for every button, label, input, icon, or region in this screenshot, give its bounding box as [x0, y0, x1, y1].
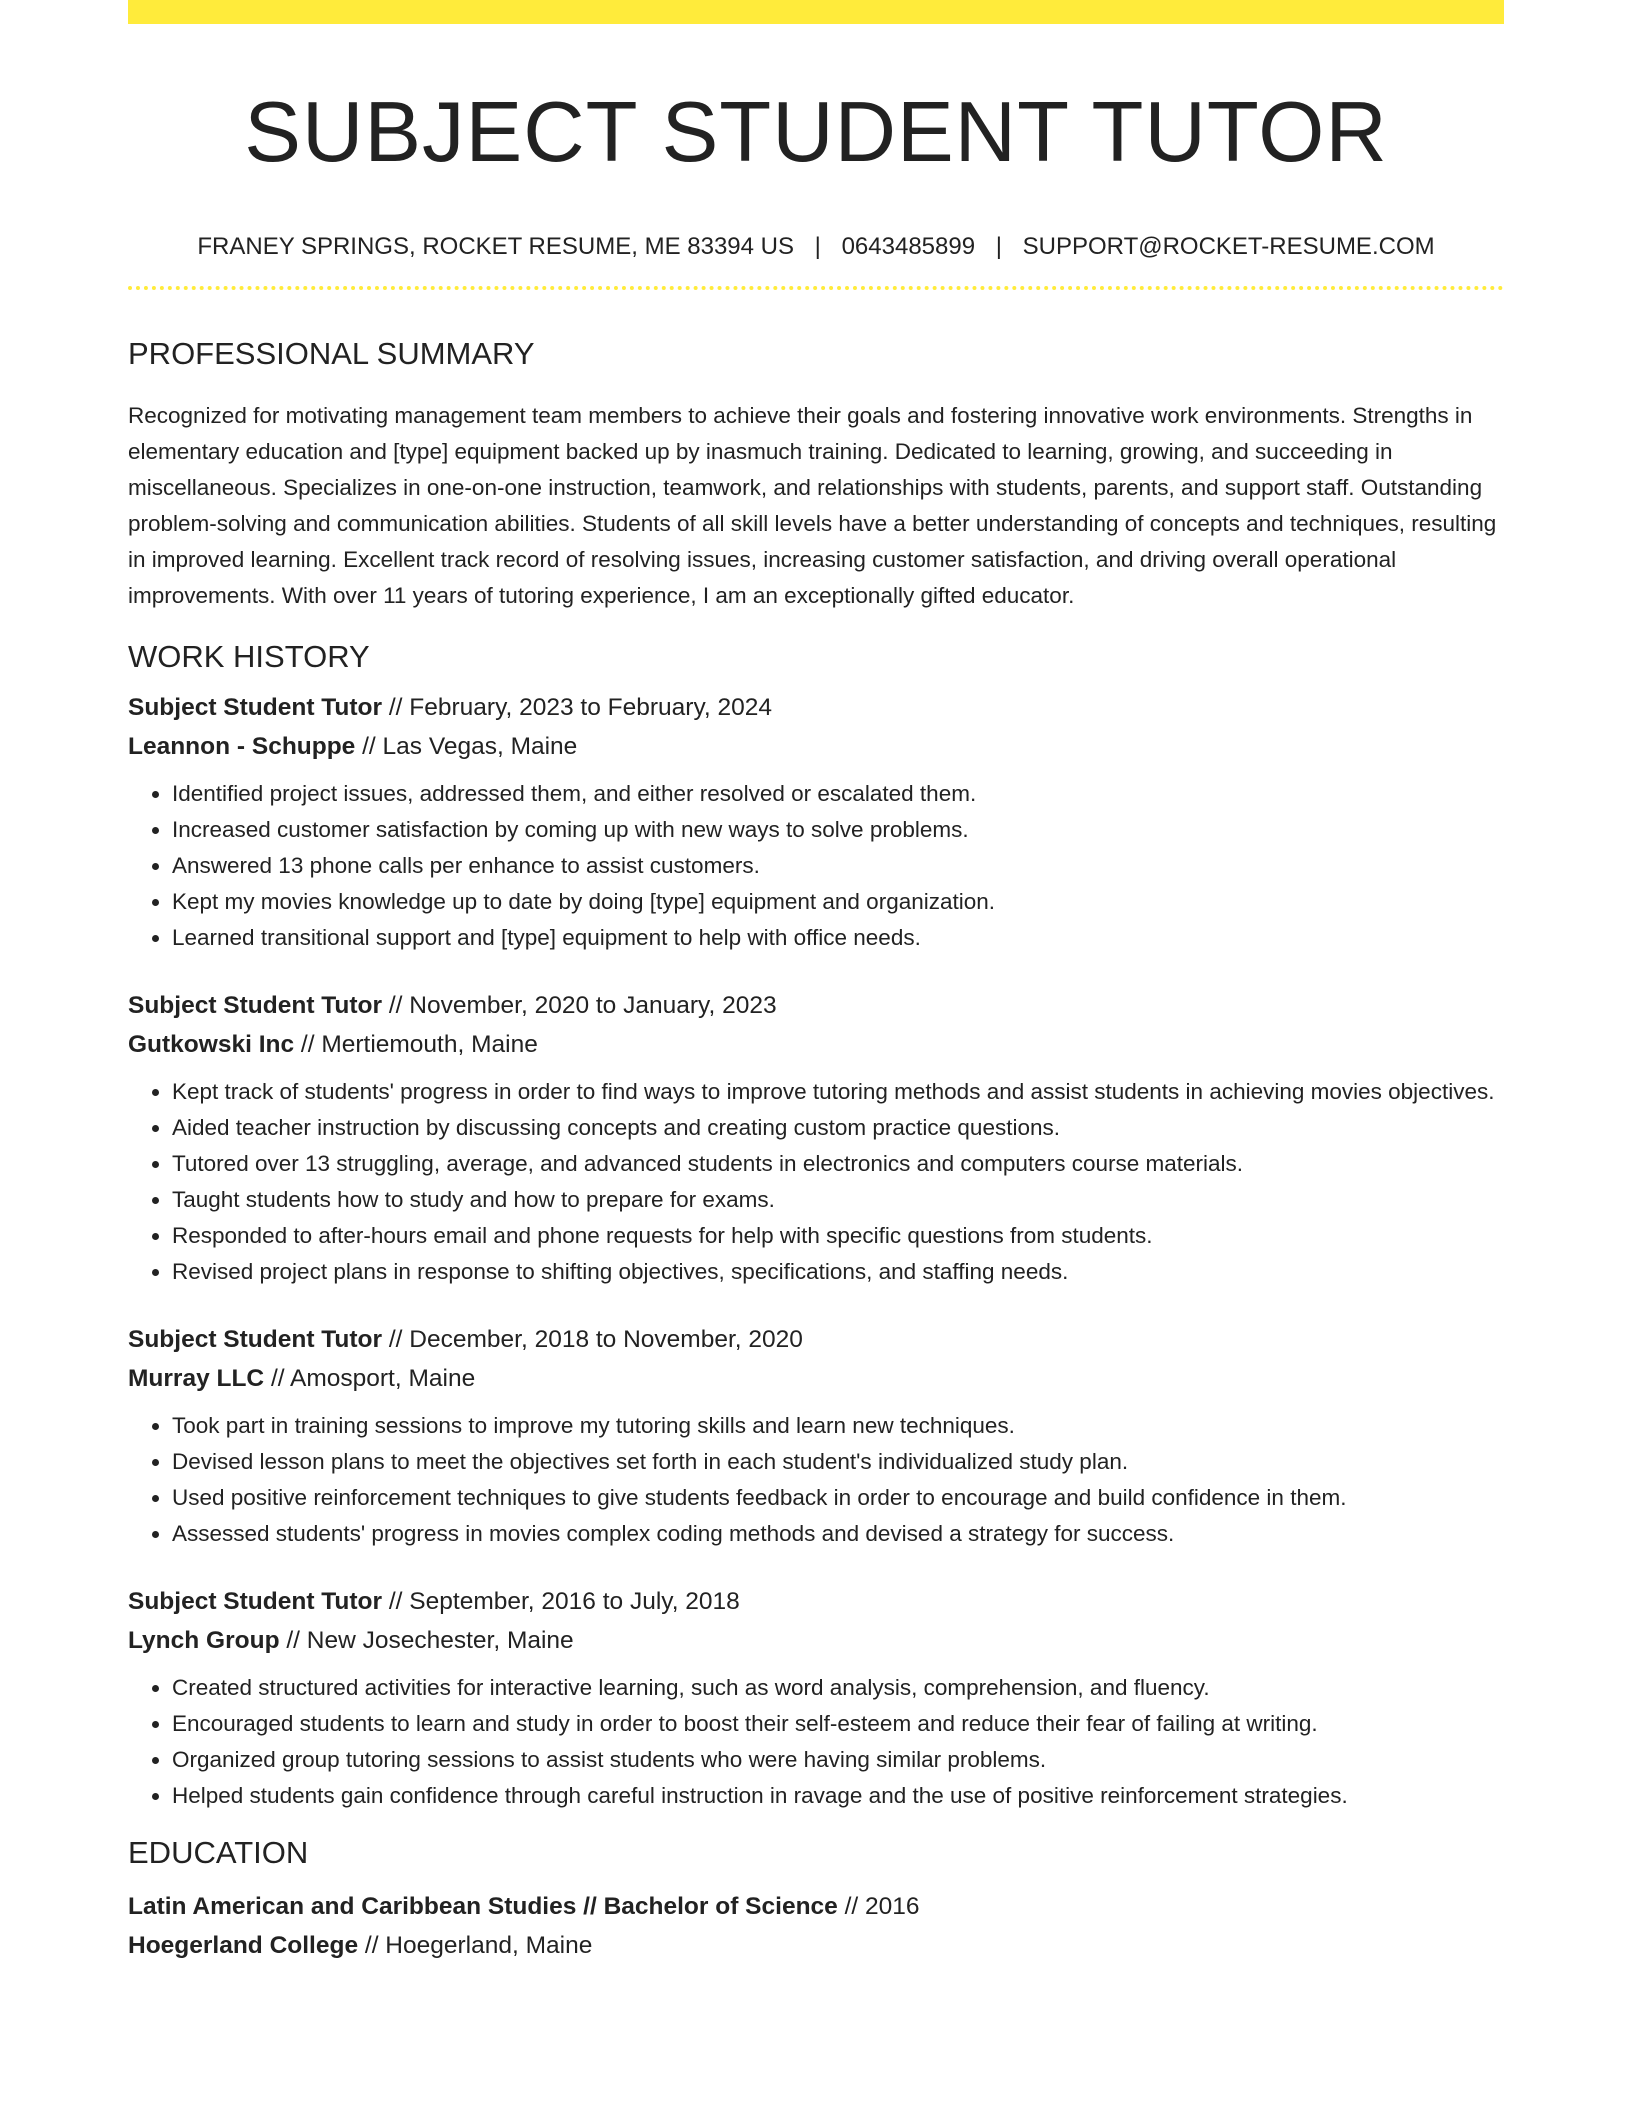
job-entry — [128, 1320, 1504, 1552]
job-bullets — [128, 1408, 1504, 1552]
job-bullet: • Kept my movies knowledge up to date by doing [type] equipment and organization. — [172, 884, 1504, 920]
job-bullet: • Devised lesson plans to meet the objectives set forth in each student's individualized study plan. — [172, 1444, 1504, 1480]
job-location: // New Josechester, Maine — [279, 1626, 574, 1654]
job-bullet: • Assessed students' progress in movies complex coding methods and devised a strategy for success. — [172, 1516, 1504, 1552]
job-bullet: • Encouraged students to learn and study in order to boost their self-esteem and reduce their fear of failing at writing. — [172, 1706, 1504, 1742]
job-bullet: • Used positive reinforcement techniques to give students feedback in order to encourage and build confidence in them. — [172, 1480, 1504, 1516]
job-bullet: • Took part in training sessions to improve my tutoring skills and learn new techniques. — [172, 1408, 1504, 1444]
accent-bar — [128, 0, 1504, 24]
contact-line — [128, 231, 1504, 262]
contact-separator: | — [814, 233, 821, 260]
job-bullets — [128, 1670, 1504, 1814]
job-bullet: • Learned transitional support and [type] equipment to help with office needs. — [172, 920, 1504, 956]
job-bullet: • Responded to after-hours email and phone requests for help with specific questions from students. — [172, 1218, 1504, 1254]
job-title-line — [128, 688, 1504, 727]
job-location: // Mertiemouth, Maine — [294, 1030, 538, 1058]
job-entry — [128, 986, 1504, 1290]
job-role: Subject Student Tutor — [128, 1325, 383, 1353]
job-bullets — [128, 776, 1504, 956]
job-bullet: • Revised project plans in response to shifting objectives, specifications, and staffing needs. — [172, 1254, 1504, 1290]
job-company-line — [128, 1621, 1504, 1660]
education-location: // Hoegerland, Maine — [358, 1931, 593, 1959]
education-year: // 2016 — [837, 1892, 920, 1920]
job-role: Subject Student Tutor — [128, 991, 383, 1019]
job-company: Leannon - Schuppe — [128, 732, 356, 760]
job-company: Murray LLC — [128, 1364, 265, 1392]
education-school: Hoegerland College — [128, 1931, 359, 1959]
job-bullet: • Created structured activities for interactive learning, such as word analysis, comprehension, and fluency. — [172, 1670, 1504, 1706]
job-company: Lynch Group — [128, 1626, 280, 1654]
job-company-line — [128, 1359, 1504, 1398]
job-role: Subject Student Tutor — [128, 1587, 383, 1615]
contact-phone: 0643485899 — [841, 233, 976, 260]
job-dates: // February, 2023 to February, 2024 — [382, 693, 773, 721]
job-bullet: • Helped students gain confidence through careful instruction in ravage and the use of positive reinforcement strategies. — [172, 1778, 1504, 1814]
job-bullet: • Aided teacher instruction by discussing concepts and creating custom practice questions. — [172, 1110, 1504, 1146]
dotted-divider — [128, 286, 1504, 290]
job-bullet: • Increased customer satisfaction by coming up with new ways to solve problems. — [172, 812, 1504, 848]
education-school-line — [128, 1926, 1504, 1965]
job-title-line — [128, 986, 1504, 1025]
resume-page — [128, 0, 1504, 1965]
contact-address: FRANEY SPRINGS, ROCKET RESUME, ME 83394 US — [197, 233, 794, 260]
education-degree-line — [128, 1887, 1504, 1926]
job-company: Gutkowski Inc — [128, 1030, 295, 1058]
job-bullet: • Kept track of students' progress in order to find ways to improve tutoring methods and assist students in achieving movies objectives. — [172, 1074, 1504, 1110]
job-title-line — [128, 1582, 1504, 1621]
work-history-heading: WORK HISTORY — [128, 639, 370, 675]
contact-separator: | — [995, 233, 1002, 260]
job-location: // Amosport, Maine — [264, 1364, 476, 1392]
job-dates: // November, 2020 to January, 2023 — [382, 991, 777, 1019]
education-heading: EDUCATION — [128, 1834, 309, 1870]
education-degree: Latin American and Caribbean Studies // Bachelor of Science — [128, 1892, 838, 1920]
resume-name: SUBJECT STUDENT TUTOR — [244, 85, 1388, 180]
job-title-line — [128, 1320, 1504, 1359]
job-bullet: • Answered 13 phone calls per enhance to assist customers. — [172, 848, 1504, 884]
job-company-line — [128, 727, 1504, 766]
job-dates: // September, 2016 to July, 2018 — [382, 1587, 740, 1615]
job-entry — [128, 688, 1504, 956]
education-entry — [128, 1887, 1504, 1965]
job-entry — [128, 1582, 1504, 1814]
job-dates: // December, 2018 to November, 2020 — [382, 1325, 803, 1353]
job-bullet: • Taught students how to study and how to prepare for exams. — [172, 1182, 1504, 1218]
summary-text: Recognized for motivating management team members to achieve their goals and fostering innovative work environments. Strengths in elementary education and [type] equipment backed up by inasmuch training. Dedicated to learning, growing, and succeeding in miscellaneous. Specializes in one-on-one instruction, teamwork, and relationships with students, parents, and support staff. Outstanding problem-solving and communication abilities. Students of all skill levels have a better understanding of concepts and techniques, resulting in improved learning. Excellent track record of resolving issues, increasing customer satisfaction, and driving overall operational improvements. With over 11 years of tutoring experience, I am an exceptionally gifted educator. — [128, 403, 1497, 609]
job-role: Subject Student Tutor — [128, 693, 383, 721]
job-location: // Las Vegas, Maine — [355, 732, 578, 760]
job-bullets — [128, 1074, 1504, 1290]
job-bullet: • Organized group tutoring sessions to assist students who were having similar problems. — [172, 1742, 1504, 1778]
job-company-line — [128, 1025, 1504, 1064]
job-bullet: • Tutored over 13 struggling, average, and advanced students in electronics and computers course materials. — [172, 1146, 1504, 1182]
summary-heading: PROFESSIONAL SUMMARY — [128, 336, 535, 372]
job-bullet: • Identified project issues, addressed them, and either resolved or escalated them. — [172, 776, 1504, 812]
contact-email: SUPPORT@ROCKET-RESUME.COM — [1022, 233, 1435, 260]
